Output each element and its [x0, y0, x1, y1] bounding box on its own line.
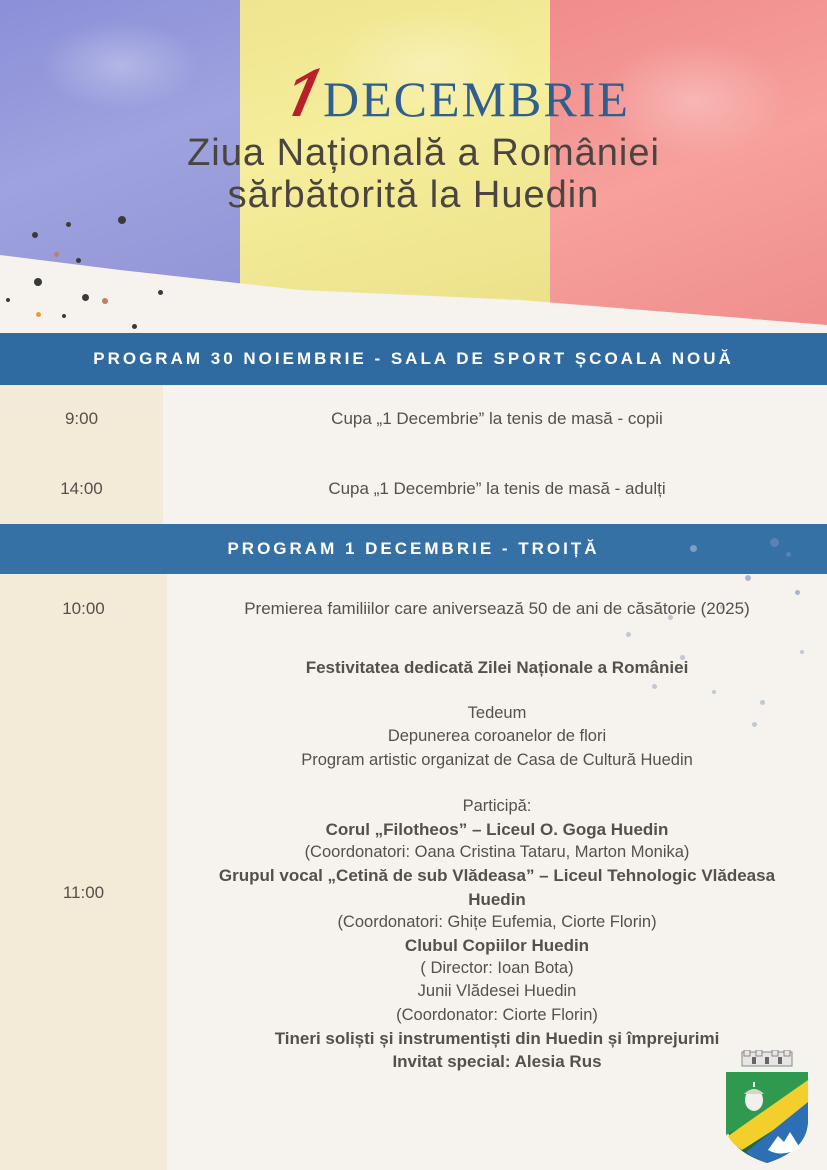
participant-name: Grupul vocal „Cetină de sub Vlădeasa” – Liceul Tehnologic Vlădeasa: [218, 866, 776, 886]
festivity-item: Program artistic organizat de Casa de Cultură Huedin: [301, 750, 693, 769]
title-subtitle-line2: sărbătorită la Huedin: [227, 174, 600, 216]
section1-time-1: 9:00: [64, 409, 99, 428]
participa-label: Participă:: [462, 796, 532, 815]
title-subtitle-line1: Ziua Națională a României: [187, 132, 660, 174]
number-one-icon: [270, 62, 330, 122]
participant-name: Junii Vlădesei Huedin: [417, 982, 577, 1001]
festivity-block: [167, 656, 827, 1073]
participant-name: Corul „Filotheos” – Liceul O. Goga Huedin: [325, 820, 669, 840]
title-month: DECEMBRIE: [323, 71, 630, 127]
section1-banner: PROGRAM 30 NOIEMBRIE - SALA DE SPORT ȘCOALA NOUĂ: [0, 333, 827, 385]
festivity-item: Tedeum: [467, 704, 527, 723]
participant-name: Tineri soliști și instrumentiști din Huedin și împrejurimi: [274, 1028, 720, 1048]
section1-desc-2: Cupa „1 Decembrie” la tenis de masă - adulți: [328, 479, 666, 498]
section2-time-column: [0, 574, 167, 1170]
section2-banner: PROGRAM 1 DECEMBRIE - TROIȚĂ: [0, 524, 827, 574]
participant-name-cont: Huedin: [468, 889, 526, 909]
section1-desc-1: Cupa „1 Decembrie” la tenis de masă - copii: [331, 409, 663, 428]
festivity-item: Depunerea coroanelor de flori: [387, 727, 607, 746]
participant-name: Clubul Copiilor Huedin: [404, 936, 590, 956]
section1-time-2: 14:00: [60, 479, 103, 498]
special-guest: Invitat special: Alesia Rus: [392, 1052, 602, 1072]
section2-time-2: 11:00: [62, 883, 105, 902]
section2-time-1: 10:00: [62, 599, 105, 618]
participant-coordinators: (Coordonatori: Oana Cristina Tataru, Marton Monika): [304, 843, 690, 862]
participant-coordinators: (Coordonator: Ciorte Florin): [396, 1005, 598, 1024]
huedin-coat-of-arms-icon: [722, 1050, 812, 1165]
section1-time-column: [0, 385, 163, 524]
section2-desc-1: Premierea familiilor care aniversează 50 de ani de căsătorie (2025): [244, 599, 750, 618]
participant-coordinators: (Coordonatori: Ghițe Eufemia, Ciorte Florin): [337, 912, 657, 931]
festivity-title: Festivitatea dedicată Zilei Naționale a României: [305, 658, 689, 677]
participant-director: ( Director: Ioan Bota): [420, 959, 574, 978]
